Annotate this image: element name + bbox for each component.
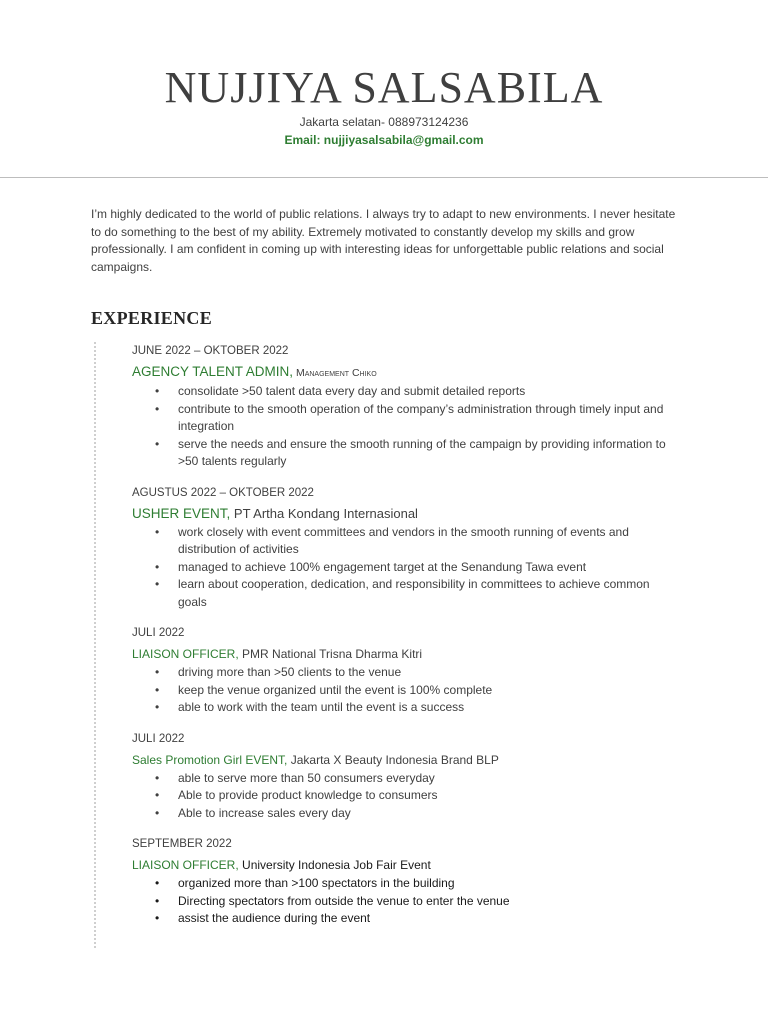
job-title [132, 505, 672, 523]
job-bullet: • able to work with the team until the event is a success [132, 699, 672, 717]
job-bullet: • Able to provide product knowledge to consumers [132, 787, 672, 805]
experience-heading: EXPERIENCE [91, 308, 213, 328]
job-bullet: • assist the audience during the event [132, 910, 672, 928]
job-title [132, 363, 672, 382]
job-bullet: • consolidate >50 talent data every day and submit detailed reports [132, 383, 672, 401]
job-date: AGUSTUS 2022 – OKTOBER 2022 [132, 486, 314, 499]
bullet-icon: • [155, 524, 160, 539]
job-bullets [132, 875, 672, 928]
job-bullet: • managed to achieve 100% engagement target at the Senandung Tawa event [132, 559, 672, 577]
bullet-icon: • [155, 770, 160, 785]
bullet-icon: • [155, 665, 160, 679]
job-bullet: • work closely with event committees and vendors in the smooth running of events and distribution of activities [155, 524, 629, 556]
job-bullet: • able to serve more than 50 consumers everyday [132, 770, 672, 788]
bullet-icon: • [155, 682, 160, 697]
bullet-icon: • [155, 436, 160, 451]
contact-line: Jakarta selatan- 088973124236 [299, 115, 469, 129]
bullet-icon: • [155, 805, 160, 820]
job-bullets [132, 664, 672, 717]
job-bullet: • keep the venue organized until the event is 100% complete [132, 682, 672, 700]
job-entry [132, 344, 672, 471]
job-bullets [132, 524, 672, 612]
job-organization: PT Artha Kondang Internasional [230, 505, 418, 521]
job-bullet: • contribute to the smooth operation of the company’s administration through timely input and integration [155, 401, 664, 433]
job-entry [132, 837, 672, 928]
job-title [132, 856, 672, 874]
job-date: SEPTEMBER 2022 [132, 838, 232, 850]
bullet-icon: • [155, 911, 160, 925]
job-organization: Jakarta X Beauty Indonesia Brand BLP [287, 752, 499, 767]
experience-list [132, 344, 672, 943]
job-bullet: • organized more than >100 spectators in the building [132, 875, 672, 893]
job-bullets [132, 770, 672, 823]
job-title [132, 645, 672, 663]
job-organization: PMR National Trisna Dharma Kitri [238, 647, 423, 661]
email-line[interactable]: Email: nujjiyasalsabila@gmail.com [284, 133, 484, 147]
job-bullet: • serve the needs and ensure the smooth running of the campaign by providing information to >50 talents regularly [155, 436, 666, 468]
job-entry [132, 732, 672, 823]
job-date: JULI 2022 [132, 627, 185, 639]
job-role: USHER EVENT, [132, 505, 231, 521]
job-organization: Management Chiko [293, 367, 377, 379]
job-title [132, 751, 672, 769]
job-date: JUNE 2022 – OKTOBER 2022 [132, 345, 289, 357]
bullet-icon: • [155, 788, 160, 802]
job-bullet: • driving more than >50 clients to the venue [132, 664, 672, 682]
job-entry [132, 626, 672, 717]
experience-timeline-line [94, 342, 96, 948]
job-role: LIAISON OFFICER, [132, 647, 239, 661]
job-role: LIAISON OFFICER, [132, 858, 239, 872]
bullet-icon: • [155, 559, 160, 574]
bullet-icon: • [155, 384, 160, 398]
job-organization: University Indonesia Job Fair Event [238, 858, 431, 872]
job-bullet: • Able to increase sales every day [132, 805, 672, 823]
bullet-icon: • [155, 876, 160, 890]
bullet-icon: • [155, 893, 160, 908]
job-date: JULI 2022 [132, 732, 185, 745]
job-entry [132, 486, 672, 612]
header-divider [0, 177, 768, 178]
job-bullet: • learn about cooperation, dedication, and responsibility in committees to achieve common goals [155, 577, 650, 609]
resume-name: NUJJIYA SALSABILA [164, 63, 604, 112]
bullet-icon: • [155, 401, 160, 416]
job-role: Sales Promotion Girl EVENT, [132, 752, 288, 767]
summary-paragraph: I’m highly dedicated to the world of public relations. I always try to adapt to new environments. I never hesitate to do something to the best of my ability. Extremely motivated to constantly develop my skills and grow professionally. I am confident in coming up with interesting ideas for unforgettable public relations and social campaigns. [91, 207, 676, 274]
job-bullets [132, 383, 672, 471]
bullet-icon: • [155, 577, 160, 591]
job-bullet: • Directing spectators from outside the venue to enter the venue [132, 893, 672, 911]
job-role: AGENCY TALENT ADMIN, [132, 364, 294, 379]
bullet-icon: • [155, 700, 160, 714]
